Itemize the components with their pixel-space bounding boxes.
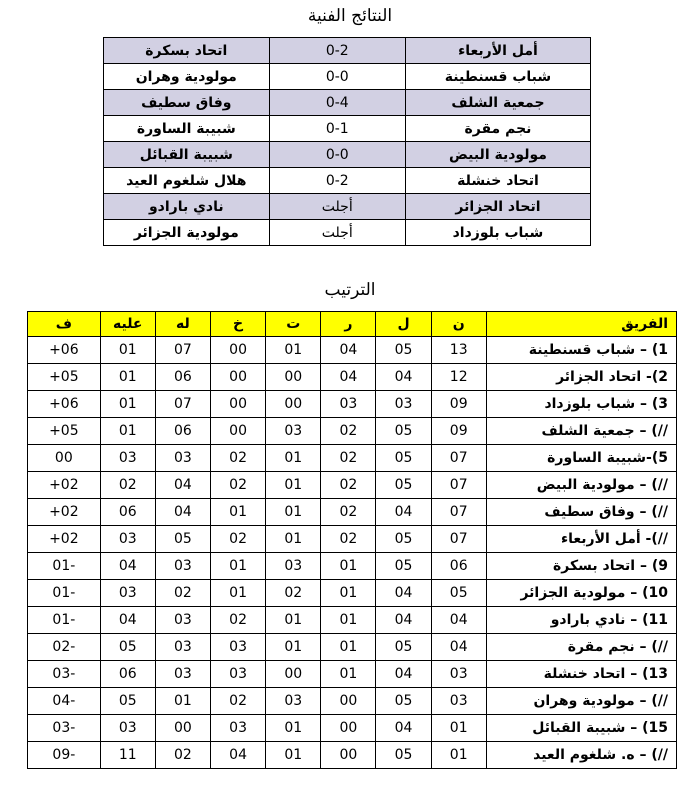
standings-row	[28, 742, 677, 769]
goals-against-cell: 03	[100, 580, 155, 607]
goals-against-cell: 03	[100, 445, 155, 472]
header-goals-for: له	[155, 312, 210, 337]
wins-cell: 00	[321, 688, 376, 715]
goals-for-cell: 03	[155, 553, 210, 580]
goal-diff-cell: 01-	[28, 553, 101, 580]
losses-cell: 02	[211, 607, 266, 634]
points-cell: 09	[431, 418, 486, 445]
points-cell: 12	[431, 364, 486, 391]
wins-cell: 02	[321, 526, 376, 553]
home-team: شباب قسنطينة	[405, 64, 590, 90]
away-team: نادي بارادو	[104, 194, 270, 220]
goals-for-cell: 04	[155, 499, 210, 526]
match-score: 0-2	[269, 168, 405, 194]
losses-cell: 03	[211, 634, 266, 661]
team-name-cell: 10) – مولودية الجزائر	[486, 580, 676, 607]
goal-diff-cell: 03-	[28, 661, 101, 688]
standings-header-row	[28, 312, 677, 337]
goals-for-cell: 03	[155, 607, 210, 634]
played-cell: 05	[376, 742, 431, 769]
points-cell: 01	[431, 715, 486, 742]
points-cell: 07	[431, 499, 486, 526]
home-team: شباب بلوزداد	[405, 220, 590, 246]
played-cell: 05	[376, 337, 431, 364]
standings-row	[28, 499, 677, 526]
draws-cell: 00	[266, 391, 321, 418]
wins-cell: 02	[321, 445, 376, 472]
away-team: وفاق سطيف	[104, 90, 270, 116]
losses-cell: 00	[211, 337, 266, 364]
home-team: أمل الأربعاء	[405, 38, 590, 64]
played-cell: 05	[376, 472, 431, 499]
goals-for-cell: 02	[155, 580, 210, 607]
goal-diff-cell: +05	[28, 418, 101, 445]
goals-for-cell: 03	[155, 445, 210, 472]
losses-cell: 01	[211, 553, 266, 580]
goals-against-cell: 01	[100, 364, 155, 391]
played-cell: 03	[376, 391, 431, 418]
played-cell: 04	[376, 580, 431, 607]
wins-cell: 02	[321, 472, 376, 499]
standings-row	[28, 364, 677, 391]
header-wins: ر	[321, 312, 376, 337]
wins-cell: 04	[321, 364, 376, 391]
standings-row	[28, 526, 677, 553]
team-name-cell: //) – وفاق سطيف	[486, 499, 676, 526]
goal-diff-cell: 02-	[28, 634, 101, 661]
team-name-cell: 2)- اتحاد الجزائر	[486, 364, 676, 391]
wins-cell: 02	[321, 499, 376, 526]
goals-for-cell: 02	[155, 742, 210, 769]
draws-cell: 03	[266, 688, 321, 715]
played-cell: 05	[376, 526, 431, 553]
team-name-cell: 13) – اتحاد خنشلة	[486, 661, 676, 688]
header-played: ل	[376, 312, 431, 337]
played-cell: 04	[376, 661, 431, 688]
wins-cell: 01	[321, 634, 376, 661]
goals-against-cell: 05	[100, 634, 155, 661]
away-team: هلال شلغوم العيد	[104, 168, 270, 194]
result-row	[104, 168, 591, 194]
home-team: مولودية البيض	[405, 142, 590, 168]
losses-cell: 01	[211, 580, 266, 607]
standings-row	[28, 715, 677, 742]
losses-cell: 03	[211, 715, 266, 742]
wins-cell: 01	[321, 661, 376, 688]
draws-cell: 03	[266, 553, 321, 580]
draws-cell: 01	[266, 499, 321, 526]
goals-for-cell: 05	[155, 526, 210, 553]
points-cell: 07	[431, 472, 486, 499]
draws-cell: 01	[266, 715, 321, 742]
header-draws: ت	[266, 312, 321, 337]
played-cell: 05	[376, 634, 431, 661]
goals-for-cell: 06	[155, 418, 210, 445]
points-cell: 07	[431, 526, 486, 553]
header-goals-against: عليه	[100, 312, 155, 337]
standings-row	[28, 553, 677, 580]
draws-cell: 03	[266, 418, 321, 445]
goals-for-cell: 07	[155, 337, 210, 364]
header-goal-diff: ف	[28, 312, 101, 337]
standings-row	[28, 391, 677, 418]
goals-for-cell: 06	[155, 364, 210, 391]
goals-against-cell: 03	[100, 715, 155, 742]
result-row	[104, 64, 591, 90]
wins-cell: 00	[321, 715, 376, 742]
header-team: الفريق	[486, 312, 676, 337]
team-name-cell: //) – ه. شلغوم العيد	[486, 742, 676, 769]
results-title: النتائج الفنية	[307, 6, 393, 26]
team-name-cell: 1) – شباب قسنطينة	[486, 337, 676, 364]
goal-diff-cell: 04-	[28, 688, 101, 715]
goal-diff-cell: +02	[28, 499, 101, 526]
played-cell: 04	[376, 715, 431, 742]
goals-against-cell: 06	[100, 661, 155, 688]
match-score: 0-4	[269, 90, 405, 116]
goal-diff-cell: 01-	[28, 580, 101, 607]
team-name-cell: //)- أمل الأربعاء	[486, 526, 676, 553]
played-cell: 05	[376, 418, 431, 445]
draws-cell: 00	[266, 364, 321, 391]
header-losses: خ	[211, 312, 266, 337]
result-row	[104, 116, 591, 142]
away-team: مولودية وهران	[104, 64, 270, 90]
standings-row	[28, 607, 677, 634]
header-points: ن	[431, 312, 486, 337]
standings-body	[28, 312, 677, 769]
points-cell: 13	[431, 337, 486, 364]
match-score: أجلت	[269, 194, 405, 220]
team-name-cell: //) – مولودية وهران	[486, 688, 676, 715]
standings-title: الترتيب	[324, 280, 376, 300]
goals-against-cell: 04	[100, 607, 155, 634]
standings-row	[28, 472, 677, 499]
home-team: اتحاد خنشلة	[405, 168, 590, 194]
goals-for-cell: 00	[155, 715, 210, 742]
team-name-cell: //) – مولودية البيض	[486, 472, 676, 499]
goal-diff-cell: +06	[28, 391, 101, 418]
team-name-cell: 3) – شباب بلوزداد	[486, 391, 676, 418]
points-cell: 03	[431, 688, 486, 715]
points-cell: 04	[431, 634, 486, 661]
goal-diff-cell: +02	[28, 526, 101, 553]
losses-cell: 01	[211, 499, 266, 526]
match-score: 0-0	[269, 142, 405, 168]
away-team: شبيبة القبائل	[104, 142, 270, 168]
points-cell: 04	[431, 607, 486, 634]
match-score: 0-1	[269, 116, 405, 142]
wins-cell: 00	[321, 742, 376, 769]
standings-table	[27, 311, 677, 769]
losses-cell: 04	[211, 742, 266, 769]
points-cell: 03	[431, 661, 486, 688]
losses-cell: 02	[211, 472, 266, 499]
points-cell: 01	[431, 742, 486, 769]
points-cell: 05	[431, 580, 486, 607]
losses-cell: 02	[211, 688, 266, 715]
away-team: مولودية الجزائر	[104, 220, 270, 246]
home-team: جمعية الشلف	[405, 90, 590, 116]
standings-row	[28, 634, 677, 661]
wins-cell: 04	[321, 337, 376, 364]
goals-against-cell: 01	[100, 418, 155, 445]
result-row	[104, 142, 591, 168]
draws-cell: 01	[266, 472, 321, 499]
played-cell: 04	[376, 499, 431, 526]
away-team: اتحاد بسكرة	[104, 38, 270, 64]
goal-diff-cell: +02	[28, 472, 101, 499]
losses-cell: 00	[211, 364, 266, 391]
goal-diff-cell: 01-	[28, 607, 101, 634]
away-team: شبيبة الساورة	[104, 116, 270, 142]
wins-cell: 02	[321, 418, 376, 445]
goal-diff-cell: 00	[28, 445, 101, 472]
points-cell: 06	[431, 553, 486, 580]
goal-diff-cell: +06	[28, 337, 101, 364]
team-name-cell: 5)-شبيبة الساورة	[486, 445, 676, 472]
goal-diff-cell: 03-	[28, 715, 101, 742]
losses-cell: 00	[211, 391, 266, 418]
goals-against-cell: 03	[100, 526, 155, 553]
goals-for-cell: 07	[155, 391, 210, 418]
losses-cell: 02	[211, 445, 266, 472]
result-row	[104, 38, 591, 64]
losses-cell: 00	[211, 418, 266, 445]
wins-cell: 01	[321, 607, 376, 634]
played-cell: 05	[376, 445, 431, 472]
played-cell: 05	[376, 553, 431, 580]
draws-cell: 01	[266, 634, 321, 661]
team-name-cell: 15) – شبيبة القبائل	[486, 715, 676, 742]
match-score: 0-2	[269, 38, 405, 64]
results-table	[103, 37, 591, 246]
draws-cell: 01	[266, 607, 321, 634]
goals-against-cell: 01	[100, 337, 155, 364]
standings-row	[28, 661, 677, 688]
standings-row	[28, 337, 677, 364]
played-cell: 05	[376, 688, 431, 715]
home-team: اتحاد الجزائر	[405, 194, 590, 220]
played-cell: 04	[376, 607, 431, 634]
wins-cell: 01	[321, 580, 376, 607]
draws-cell: 00	[266, 661, 321, 688]
results-body	[104, 38, 591, 246]
result-row	[104, 220, 591, 246]
wins-cell: 03	[321, 391, 376, 418]
match-score: أجلت	[269, 220, 405, 246]
draws-cell: 01	[266, 445, 321, 472]
goals-for-cell: 04	[155, 472, 210, 499]
team-name-cell: 11) – نادي بارادو	[486, 607, 676, 634]
goals-for-cell: 03	[155, 661, 210, 688]
draws-cell: 02	[266, 580, 321, 607]
points-cell: 07	[431, 445, 486, 472]
goals-for-cell: 03	[155, 634, 210, 661]
played-cell: 04	[376, 364, 431, 391]
goals-against-cell: 05	[100, 688, 155, 715]
losses-cell: 03	[211, 661, 266, 688]
match-score: 0-0	[269, 64, 405, 90]
team-name-cell: //) – نجم مقرة	[486, 634, 676, 661]
goals-against-cell: 02	[100, 472, 155, 499]
wins-cell: 01	[321, 553, 376, 580]
goal-diff-cell: +05	[28, 364, 101, 391]
goals-against-cell: 06	[100, 499, 155, 526]
losses-cell: 02	[211, 526, 266, 553]
goal-diff-cell: 09-	[28, 742, 101, 769]
standings-row	[28, 580, 677, 607]
draws-cell: 01	[266, 742, 321, 769]
goals-for-cell: 01	[155, 688, 210, 715]
goals-against-cell: 01	[100, 391, 155, 418]
result-row	[104, 90, 591, 116]
standings-row	[28, 418, 677, 445]
team-name-cell: 9) – اتحاد بسكرة	[486, 553, 676, 580]
draws-cell: 01	[266, 337, 321, 364]
home-team: نجم مقرة	[405, 116, 590, 142]
points-cell: 09	[431, 391, 486, 418]
goals-against-cell: 04	[100, 553, 155, 580]
team-name-cell: //) – جمعية الشلف	[486, 418, 676, 445]
standings-row	[28, 445, 677, 472]
goals-against-cell: 11	[100, 742, 155, 769]
result-row	[104, 194, 591, 220]
draws-cell: 01	[266, 526, 321, 553]
standings-row	[28, 688, 677, 715]
